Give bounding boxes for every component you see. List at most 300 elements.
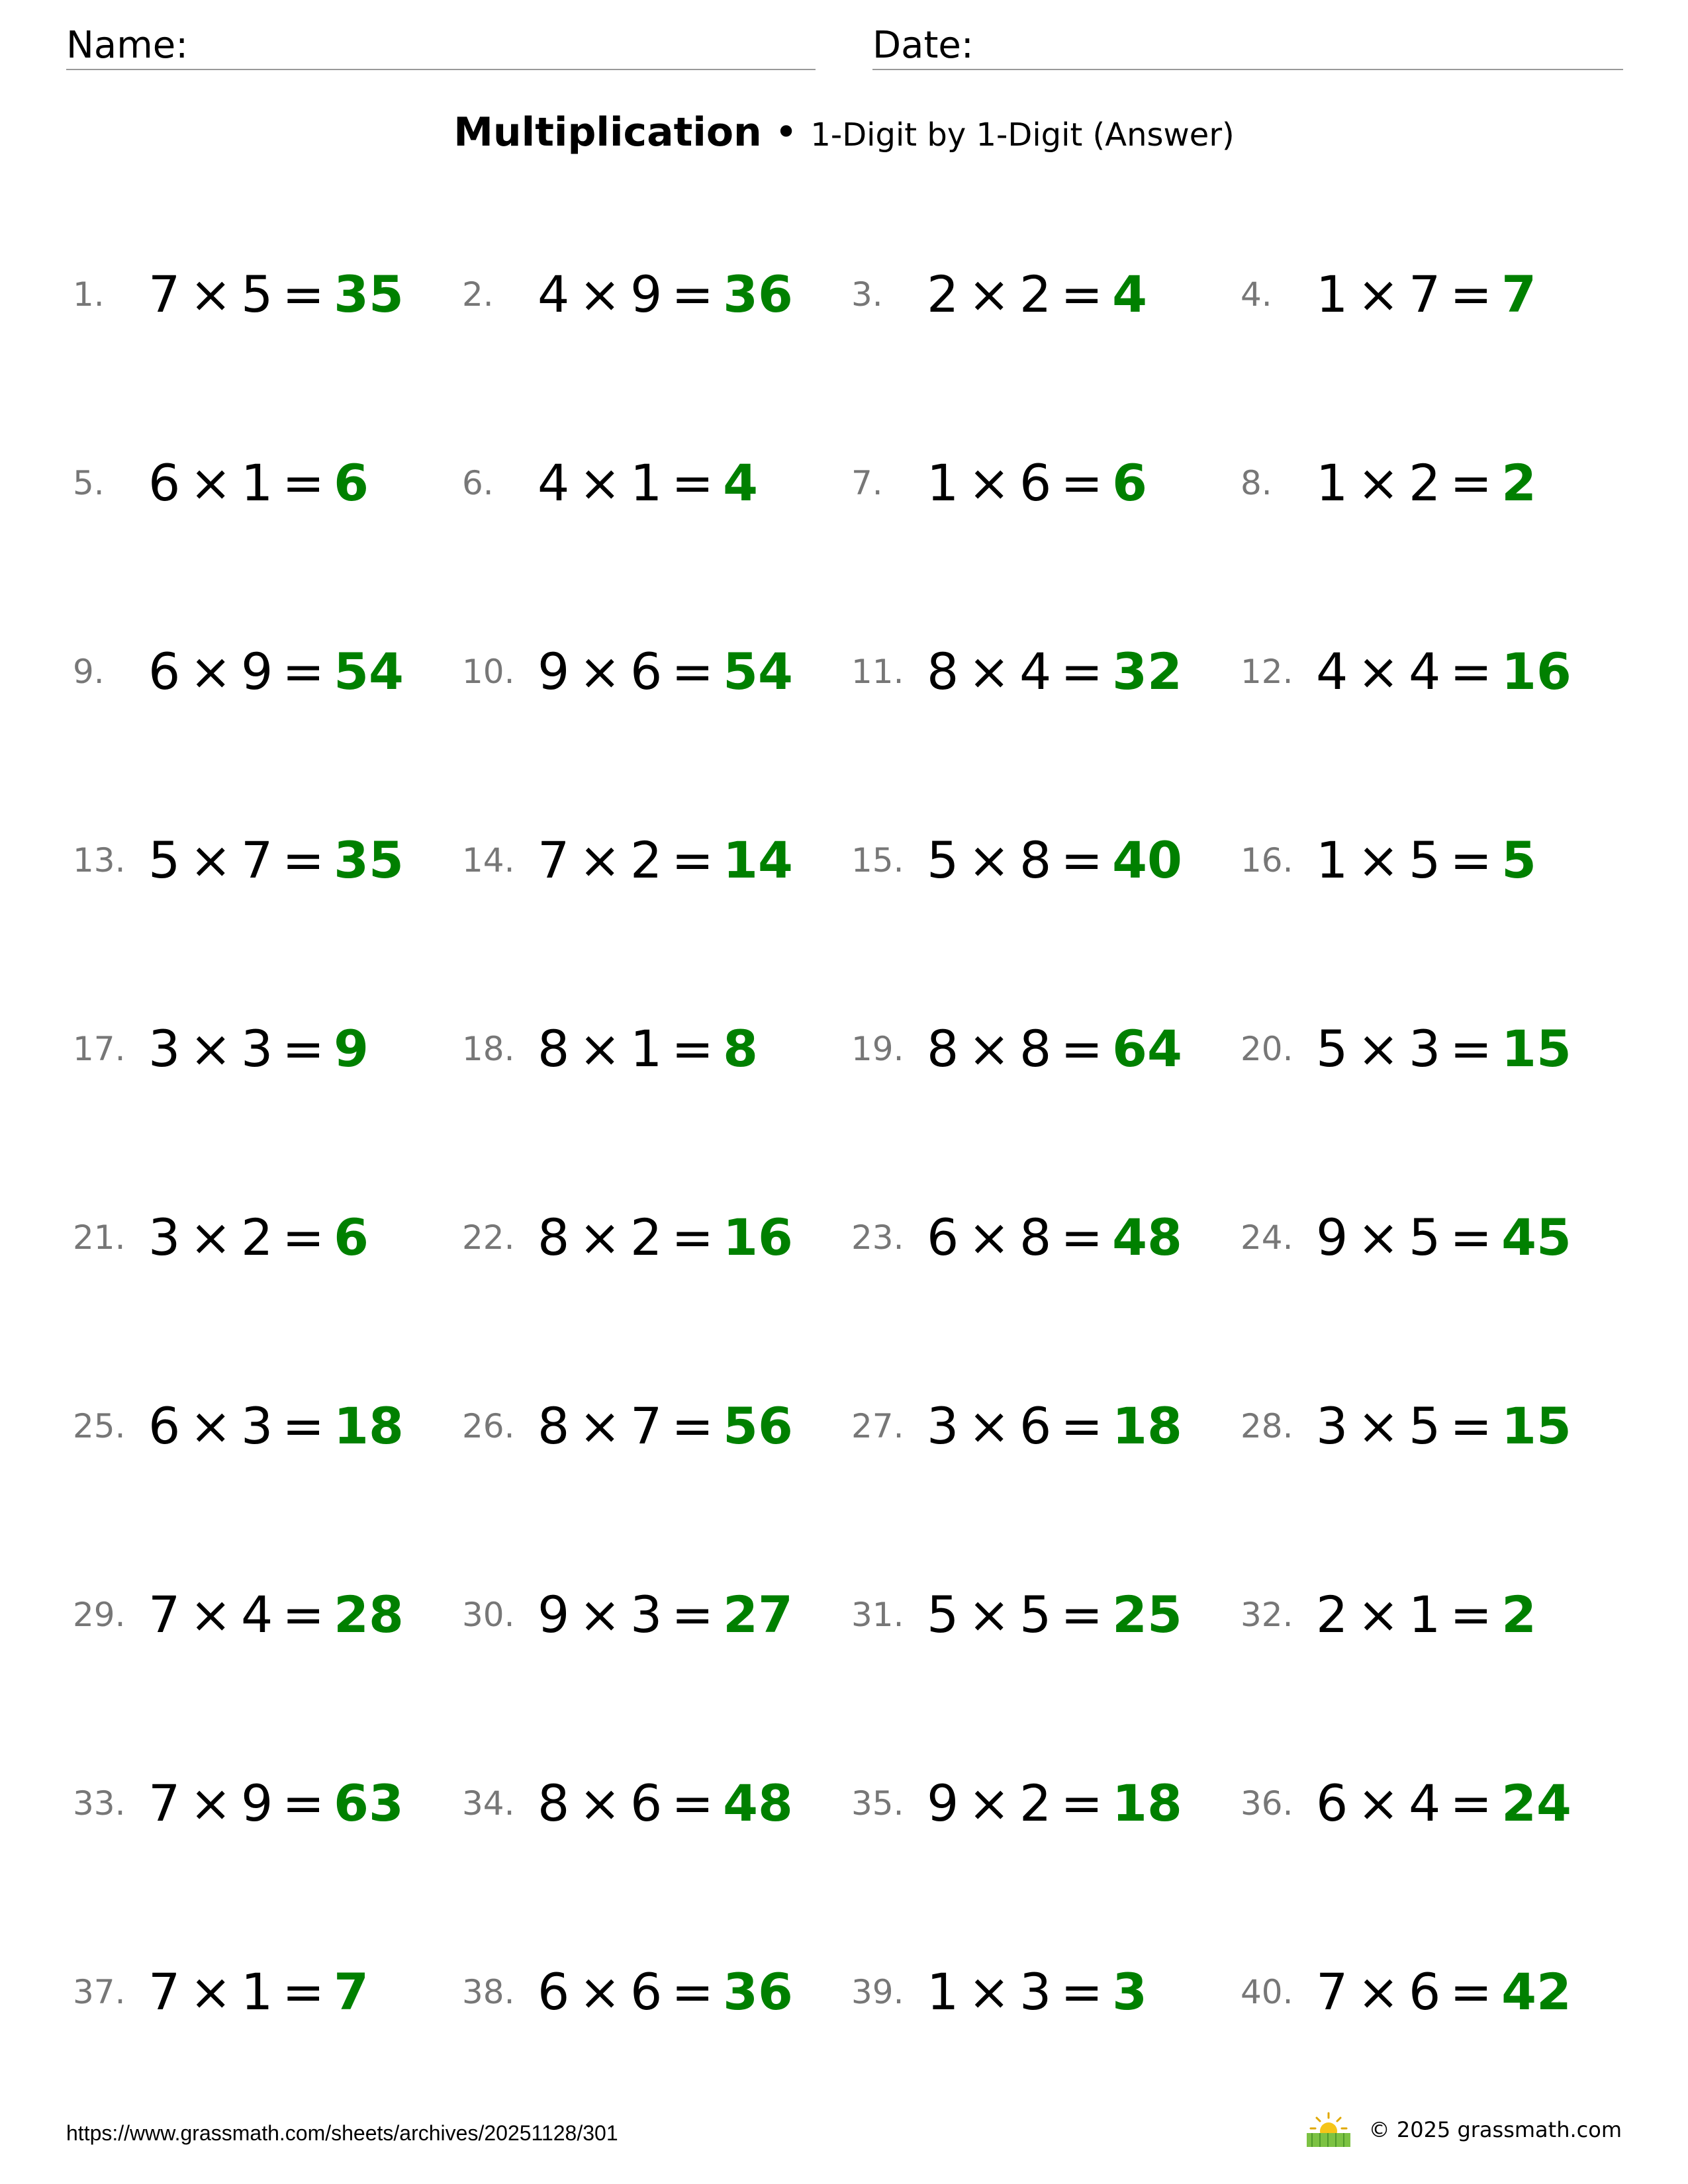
problem-number: 33. bbox=[73, 1784, 126, 1823]
equals-sign: = bbox=[1060, 265, 1103, 324]
operand-a: 6 bbox=[927, 1208, 959, 1267]
answer: 64 bbox=[1112, 1019, 1182, 1078]
problem-number: 24. bbox=[1241, 1218, 1293, 1257]
problem-item bbox=[1241, 388, 1630, 577]
equals-sign: = bbox=[671, 831, 714, 889]
answer: 27 bbox=[723, 1585, 793, 1644]
answer: 24 bbox=[1501, 1774, 1571, 1833]
problem-item bbox=[1241, 1709, 1630, 1897]
problem-number: 1. bbox=[73, 275, 105, 314]
problem-expression bbox=[538, 265, 723, 324]
times-sign: × bbox=[189, 1962, 232, 2021]
equals-sign: = bbox=[282, 1585, 325, 1644]
problem-number: 23. bbox=[851, 1218, 904, 1257]
problem-expression bbox=[538, 1396, 723, 1455]
answer: 4 bbox=[723, 453, 758, 512]
times-sign: × bbox=[968, 453, 1011, 512]
answer: 3 bbox=[1112, 1962, 1147, 2021]
problem-item bbox=[1241, 200, 1630, 388]
equals-sign: = bbox=[1450, 642, 1493, 701]
times-sign: × bbox=[579, 1585, 622, 1644]
operand-a: 1 bbox=[927, 453, 959, 512]
equals-sign: = bbox=[1060, 1962, 1103, 2021]
times-sign: × bbox=[579, 1019, 622, 1078]
equals-sign: = bbox=[282, 1208, 325, 1267]
problem-item bbox=[851, 200, 1241, 388]
equals-sign: = bbox=[671, 642, 714, 701]
name-label: Name: bbox=[66, 24, 189, 67]
times-sign: × bbox=[579, 831, 622, 889]
problem-expression bbox=[927, 831, 1112, 889]
problem-expression bbox=[538, 1019, 723, 1078]
operand-b: 4 bbox=[1409, 1774, 1441, 1833]
times-sign: × bbox=[579, 1962, 622, 2021]
operand-b: 8 bbox=[1019, 1208, 1052, 1267]
equals-sign: = bbox=[671, 1019, 714, 1078]
problem-expression bbox=[1316, 831, 1501, 889]
problem-item bbox=[1241, 577, 1630, 766]
problem-item bbox=[851, 1520, 1241, 1709]
answer: 36 bbox=[723, 1962, 793, 2021]
operand-a: 4 bbox=[538, 265, 570, 324]
problem-item bbox=[462, 1520, 851, 1709]
problem-number: 17. bbox=[73, 1029, 126, 1068]
answer: 48 bbox=[1112, 1208, 1182, 1267]
answer: 7 bbox=[334, 1962, 369, 2021]
problem-expression bbox=[148, 1208, 334, 1267]
times-sign: × bbox=[1357, 1774, 1400, 1833]
problem-expression bbox=[1316, 642, 1501, 701]
operand-a: 3 bbox=[1316, 1396, 1348, 1455]
operand-b: 1 bbox=[630, 1019, 663, 1078]
answer: 6 bbox=[334, 1208, 369, 1267]
problem-expression bbox=[538, 642, 723, 701]
operand-b: 9 bbox=[630, 265, 663, 324]
answer: 6 bbox=[1112, 453, 1147, 512]
times-sign: × bbox=[189, 1774, 232, 1833]
equals-sign: = bbox=[1060, 831, 1103, 889]
equals-sign: = bbox=[1450, 1019, 1493, 1078]
answer: 32 bbox=[1112, 642, 1182, 701]
times-sign: × bbox=[579, 265, 622, 324]
equals-sign: = bbox=[282, 265, 325, 324]
operand-b: 7 bbox=[1409, 265, 1441, 324]
equals-sign: = bbox=[1060, 1396, 1103, 1455]
problem-expression bbox=[1316, 1774, 1501, 1833]
problem-expression bbox=[538, 831, 723, 889]
operand-b: 4 bbox=[1409, 642, 1441, 701]
problem-expression bbox=[148, 1962, 334, 2021]
equals-sign: = bbox=[1060, 453, 1103, 512]
problem-expression bbox=[148, 1019, 334, 1078]
problem-number: 12. bbox=[1241, 652, 1293, 691]
times-sign: × bbox=[579, 1774, 622, 1833]
problem-expression bbox=[148, 642, 334, 701]
problem-number: 5. bbox=[73, 463, 105, 502]
problem-number: 20. bbox=[1241, 1029, 1293, 1068]
operand-b: 3 bbox=[241, 1396, 273, 1455]
problem-number: 28. bbox=[1241, 1406, 1293, 1445]
operand-a: 6 bbox=[1316, 1774, 1348, 1833]
answer: 35 bbox=[334, 831, 404, 889]
problem-item bbox=[462, 1143, 851, 1332]
operand-b: 3 bbox=[241, 1019, 273, 1078]
operand-b: 8 bbox=[1019, 831, 1052, 889]
answer: 35 bbox=[334, 265, 404, 324]
equals-sign: = bbox=[282, 831, 325, 889]
operand-b: 1 bbox=[630, 453, 663, 512]
problem-number: 14. bbox=[462, 841, 515, 880]
problem-item bbox=[73, 1520, 462, 1709]
problem-expression bbox=[927, 453, 1112, 512]
times-sign: × bbox=[189, 1019, 232, 1078]
equals-sign: = bbox=[1060, 1208, 1103, 1267]
answer: 28 bbox=[334, 1585, 404, 1644]
operand-a: 9 bbox=[538, 1585, 570, 1644]
problem-item bbox=[462, 577, 851, 766]
date-label: Date: bbox=[872, 24, 974, 67]
operand-a: 4 bbox=[538, 453, 570, 512]
equals-sign: = bbox=[671, 1962, 714, 2021]
problem-item bbox=[462, 200, 851, 388]
problem-expression bbox=[1316, 453, 1501, 512]
equals-sign: = bbox=[282, 1962, 325, 2021]
equals-sign: = bbox=[282, 1019, 325, 1078]
times-sign: × bbox=[1357, 1208, 1400, 1267]
operand-a: 2 bbox=[1316, 1585, 1348, 1644]
problem-number: 40. bbox=[1241, 1972, 1293, 2011]
answer: 25 bbox=[1112, 1585, 1182, 1644]
footer-brand bbox=[1305, 2111, 1622, 2148]
operand-b: 4 bbox=[241, 1585, 273, 1644]
answer: 42 bbox=[1501, 1962, 1571, 2021]
operand-a: 9 bbox=[1316, 1208, 1348, 1267]
problem-number: 9. bbox=[73, 652, 105, 691]
problem-number: 16. bbox=[1241, 841, 1293, 880]
problem-number: 36. bbox=[1241, 1784, 1293, 1823]
problem-expression bbox=[927, 1962, 1112, 2021]
operand-a: 7 bbox=[538, 831, 570, 889]
operand-b: 4 bbox=[1019, 642, 1052, 701]
answer: 18 bbox=[334, 1396, 404, 1455]
problem-item bbox=[851, 388, 1241, 577]
answer: 2 bbox=[1501, 1585, 1536, 1644]
operand-a: 7 bbox=[148, 265, 181, 324]
operand-b: 3 bbox=[1019, 1962, 1052, 2021]
operand-a: 5 bbox=[927, 1585, 959, 1644]
times-sign: × bbox=[189, 265, 232, 324]
equals-sign: = bbox=[1450, 831, 1493, 889]
operand-a: 5 bbox=[927, 831, 959, 889]
operand-b: 7 bbox=[630, 1396, 663, 1455]
problem-item bbox=[73, 1897, 462, 2086]
times-sign: × bbox=[579, 453, 622, 512]
equals-sign: = bbox=[671, 1774, 714, 1833]
operand-a: 5 bbox=[1316, 1019, 1348, 1078]
times-sign: × bbox=[968, 1396, 1011, 1455]
operand-a: 8 bbox=[538, 1396, 570, 1455]
problem-expression bbox=[927, 1774, 1112, 1833]
problem-item bbox=[462, 1897, 851, 2086]
problem-expression bbox=[148, 1774, 334, 1833]
problem-expression bbox=[1316, 1019, 1501, 1078]
operand-b: 9 bbox=[241, 642, 273, 701]
operand-a: 9 bbox=[927, 1774, 959, 1833]
problem-item bbox=[73, 766, 462, 954]
problem-item bbox=[851, 1709, 1241, 1897]
times-sign: × bbox=[1357, 831, 1400, 889]
operand-b: 3 bbox=[630, 1585, 663, 1644]
operand-b: 1 bbox=[1409, 1585, 1441, 1644]
equals-sign: = bbox=[1450, 1585, 1493, 1644]
times-sign: × bbox=[1357, 1962, 1400, 2021]
problem-expression bbox=[927, 1396, 1112, 1455]
problem-number: 27. bbox=[851, 1406, 904, 1445]
operand-b: 6 bbox=[630, 1774, 663, 1833]
operand-b: 3 bbox=[1409, 1019, 1441, 1078]
times-sign: × bbox=[968, 1208, 1011, 1267]
times-sign: × bbox=[1357, 453, 1400, 512]
problem-expression bbox=[148, 1396, 334, 1455]
problem-expression bbox=[148, 265, 334, 324]
problem-item bbox=[851, 1143, 1241, 1332]
answer: 45 bbox=[1501, 1208, 1571, 1267]
operand-a: 3 bbox=[927, 1396, 959, 1455]
operand-a: 1 bbox=[1316, 831, 1348, 889]
equals-sign: = bbox=[671, 265, 714, 324]
answer: 54 bbox=[723, 642, 793, 701]
date-field[interactable] bbox=[872, 23, 1623, 70]
operand-b: 2 bbox=[241, 1208, 273, 1267]
operand-b: 7 bbox=[241, 831, 273, 889]
operand-b: 6 bbox=[630, 1962, 663, 2021]
operand-a: 8 bbox=[927, 642, 959, 701]
times-sign: × bbox=[189, 1208, 232, 1267]
problem-grid bbox=[73, 200, 1635, 2086]
problem-item bbox=[73, 577, 462, 766]
problem-item bbox=[1241, 1520, 1630, 1709]
operand-a: 5 bbox=[148, 831, 181, 889]
problem-expression bbox=[148, 453, 334, 512]
problem-expression bbox=[538, 453, 723, 512]
problem-item bbox=[462, 388, 851, 577]
problem-number: 30. bbox=[462, 1595, 515, 1634]
answer: 7 bbox=[1501, 265, 1536, 324]
operand-b: 5 bbox=[1409, 831, 1441, 889]
times-sign: × bbox=[968, 1774, 1011, 1833]
times-sign: × bbox=[968, 1019, 1011, 1078]
equals-sign: = bbox=[1450, 265, 1493, 324]
problem-item bbox=[1241, 954, 1630, 1143]
problem-expression bbox=[927, 1019, 1112, 1078]
problem-item bbox=[73, 1332, 462, 1520]
operand-a: 4 bbox=[1316, 642, 1348, 701]
problem-number: 38. bbox=[462, 1972, 515, 2011]
operand-a: 7 bbox=[148, 1774, 181, 1833]
problem-number: 35. bbox=[851, 1784, 904, 1823]
operand-a: 8 bbox=[538, 1774, 570, 1833]
problem-item bbox=[1241, 1143, 1630, 1332]
equals-sign: = bbox=[282, 1396, 325, 1455]
problem-item bbox=[73, 200, 462, 388]
answer: 6 bbox=[334, 453, 369, 512]
operand-b: 1 bbox=[241, 1962, 273, 2021]
operand-b: 2 bbox=[630, 1208, 663, 1267]
times-sign: × bbox=[968, 642, 1011, 701]
equals-sign: = bbox=[282, 642, 325, 701]
equals-sign: = bbox=[282, 453, 325, 512]
problem-item bbox=[462, 954, 851, 1143]
answer: 54 bbox=[334, 642, 404, 701]
operand-b: 6 bbox=[1019, 1396, 1052, 1455]
operand-a: 9 bbox=[538, 642, 570, 701]
footer-url: https://www.grassmath.com/sheets/archives/20251128/301 bbox=[66, 2121, 618, 2145]
problem-number: 22. bbox=[462, 1218, 515, 1257]
times-sign: × bbox=[968, 1962, 1011, 2021]
problem-number: 8. bbox=[1241, 463, 1272, 502]
problem-item bbox=[1241, 1332, 1630, 1520]
operand-a: 8 bbox=[538, 1208, 570, 1267]
answer: 48 bbox=[723, 1774, 793, 1833]
problem-expression bbox=[1316, 1396, 1501, 1455]
operand-a: 7 bbox=[1316, 1962, 1348, 2021]
problem-number: 19. bbox=[851, 1029, 904, 1068]
equals-sign: = bbox=[1450, 1962, 1493, 2021]
operand-a: 3 bbox=[148, 1208, 181, 1267]
operand-b: 2 bbox=[1019, 265, 1052, 324]
problem-number: 7. bbox=[851, 463, 883, 502]
times-sign: × bbox=[1357, 1019, 1400, 1078]
operand-b: 6 bbox=[630, 642, 663, 701]
problem-item bbox=[1241, 1897, 1630, 2086]
operand-b: 1 bbox=[241, 453, 273, 512]
problem-expression bbox=[538, 1774, 723, 1833]
problem-number: 15. bbox=[851, 841, 904, 880]
problem-expression bbox=[1316, 1208, 1501, 1267]
operand-b: 9 bbox=[241, 1774, 273, 1833]
problem-number: 25. bbox=[73, 1406, 126, 1445]
operand-a: 8 bbox=[538, 1019, 570, 1078]
answer: 40 bbox=[1112, 831, 1182, 889]
equals-sign: = bbox=[671, 1585, 714, 1644]
times-sign: × bbox=[968, 1585, 1011, 1644]
equals-sign: = bbox=[1060, 1585, 1103, 1644]
problem-expression bbox=[927, 1585, 1112, 1644]
name-field[interactable] bbox=[66, 23, 816, 70]
problem-expression bbox=[927, 642, 1112, 701]
problem-number: 34. bbox=[462, 1784, 515, 1823]
times-sign: × bbox=[968, 831, 1011, 889]
problem-expression bbox=[1316, 1962, 1501, 2021]
problem-item bbox=[462, 1332, 851, 1520]
operand-a: 1 bbox=[1316, 265, 1348, 324]
equals-sign: = bbox=[1060, 1019, 1103, 1078]
problem-number: 32. bbox=[1241, 1595, 1293, 1634]
problem-item bbox=[462, 766, 851, 954]
equals-sign: = bbox=[1450, 1396, 1493, 1455]
times-sign: × bbox=[189, 831, 232, 889]
equals-sign: = bbox=[1060, 1774, 1103, 1833]
times-sign: × bbox=[189, 453, 232, 512]
problem-number: 26. bbox=[462, 1406, 515, 1445]
answer: 15 bbox=[1501, 1019, 1571, 1078]
operand-a: 1 bbox=[927, 1962, 959, 2021]
times-sign: × bbox=[1357, 642, 1400, 701]
operand-b: 2 bbox=[1409, 453, 1441, 512]
equals-sign: = bbox=[1450, 1774, 1493, 1833]
answer: 18 bbox=[1112, 1396, 1182, 1455]
answer: 18 bbox=[1112, 1774, 1182, 1833]
operand-b: 5 bbox=[1409, 1208, 1441, 1267]
operand-a: 8 bbox=[927, 1019, 959, 1078]
answer: 9 bbox=[334, 1019, 369, 1078]
problem-item bbox=[851, 1897, 1241, 2086]
problem-item bbox=[851, 954, 1241, 1143]
problem-number: 6. bbox=[462, 463, 494, 502]
problem-item bbox=[851, 577, 1241, 766]
problem-expression bbox=[927, 1208, 1112, 1267]
operand-a: 6 bbox=[148, 642, 181, 701]
problem-number: 31. bbox=[851, 1595, 904, 1634]
times-sign: × bbox=[189, 1585, 232, 1644]
operand-a: 1 bbox=[1316, 453, 1348, 512]
problem-item bbox=[851, 1332, 1241, 1520]
times-sign: × bbox=[189, 642, 232, 701]
problem-expression bbox=[538, 1962, 723, 2021]
title-main: Multiplication bbox=[453, 109, 762, 156]
answer: 5 bbox=[1501, 831, 1536, 889]
problem-number: 21. bbox=[73, 1218, 126, 1257]
answer: 4 bbox=[1112, 265, 1147, 324]
problem-item bbox=[73, 1709, 462, 1897]
operand-a: 6 bbox=[148, 453, 181, 512]
answer: 56 bbox=[723, 1396, 793, 1455]
equals-sign: = bbox=[671, 1208, 714, 1267]
operand-a: 2 bbox=[927, 265, 959, 324]
problem-item bbox=[1241, 766, 1630, 954]
equals-sign: = bbox=[671, 453, 714, 512]
answer: 63 bbox=[334, 1774, 404, 1833]
answer: 16 bbox=[1501, 642, 1571, 701]
problem-expression bbox=[1316, 1585, 1501, 1644]
equals-sign: = bbox=[282, 1774, 325, 1833]
operand-a: 7 bbox=[148, 1962, 181, 2021]
times-sign: × bbox=[1357, 1396, 1400, 1455]
times-sign: × bbox=[579, 1208, 622, 1267]
problem-expression bbox=[148, 831, 334, 889]
problem-number: 29. bbox=[73, 1595, 126, 1634]
operand-a: 6 bbox=[538, 1962, 570, 2021]
copyright-text: © 2025 grassmath.com bbox=[1368, 2117, 1622, 2142]
times-sign: × bbox=[1357, 1585, 1400, 1644]
answer: 8 bbox=[723, 1019, 758, 1078]
problem-number: 13. bbox=[73, 841, 126, 880]
answer: 16 bbox=[723, 1208, 793, 1267]
problem-item bbox=[73, 388, 462, 577]
problem-number: 39. bbox=[851, 1972, 904, 2011]
title-separator: • bbox=[761, 109, 811, 156]
operand-b: 8 bbox=[1019, 1019, 1052, 1078]
answer: 15 bbox=[1501, 1396, 1571, 1455]
operand-b: 5 bbox=[1019, 1585, 1052, 1644]
problem-number: 18. bbox=[462, 1029, 515, 1068]
sun-over-grass-icon bbox=[1305, 2111, 1352, 2148]
answer: 36 bbox=[723, 265, 793, 324]
problem-item bbox=[462, 1709, 851, 1897]
problem-number: 11. bbox=[851, 652, 904, 691]
problem-item bbox=[73, 1143, 462, 1332]
worksheet-title bbox=[0, 106, 1688, 161]
